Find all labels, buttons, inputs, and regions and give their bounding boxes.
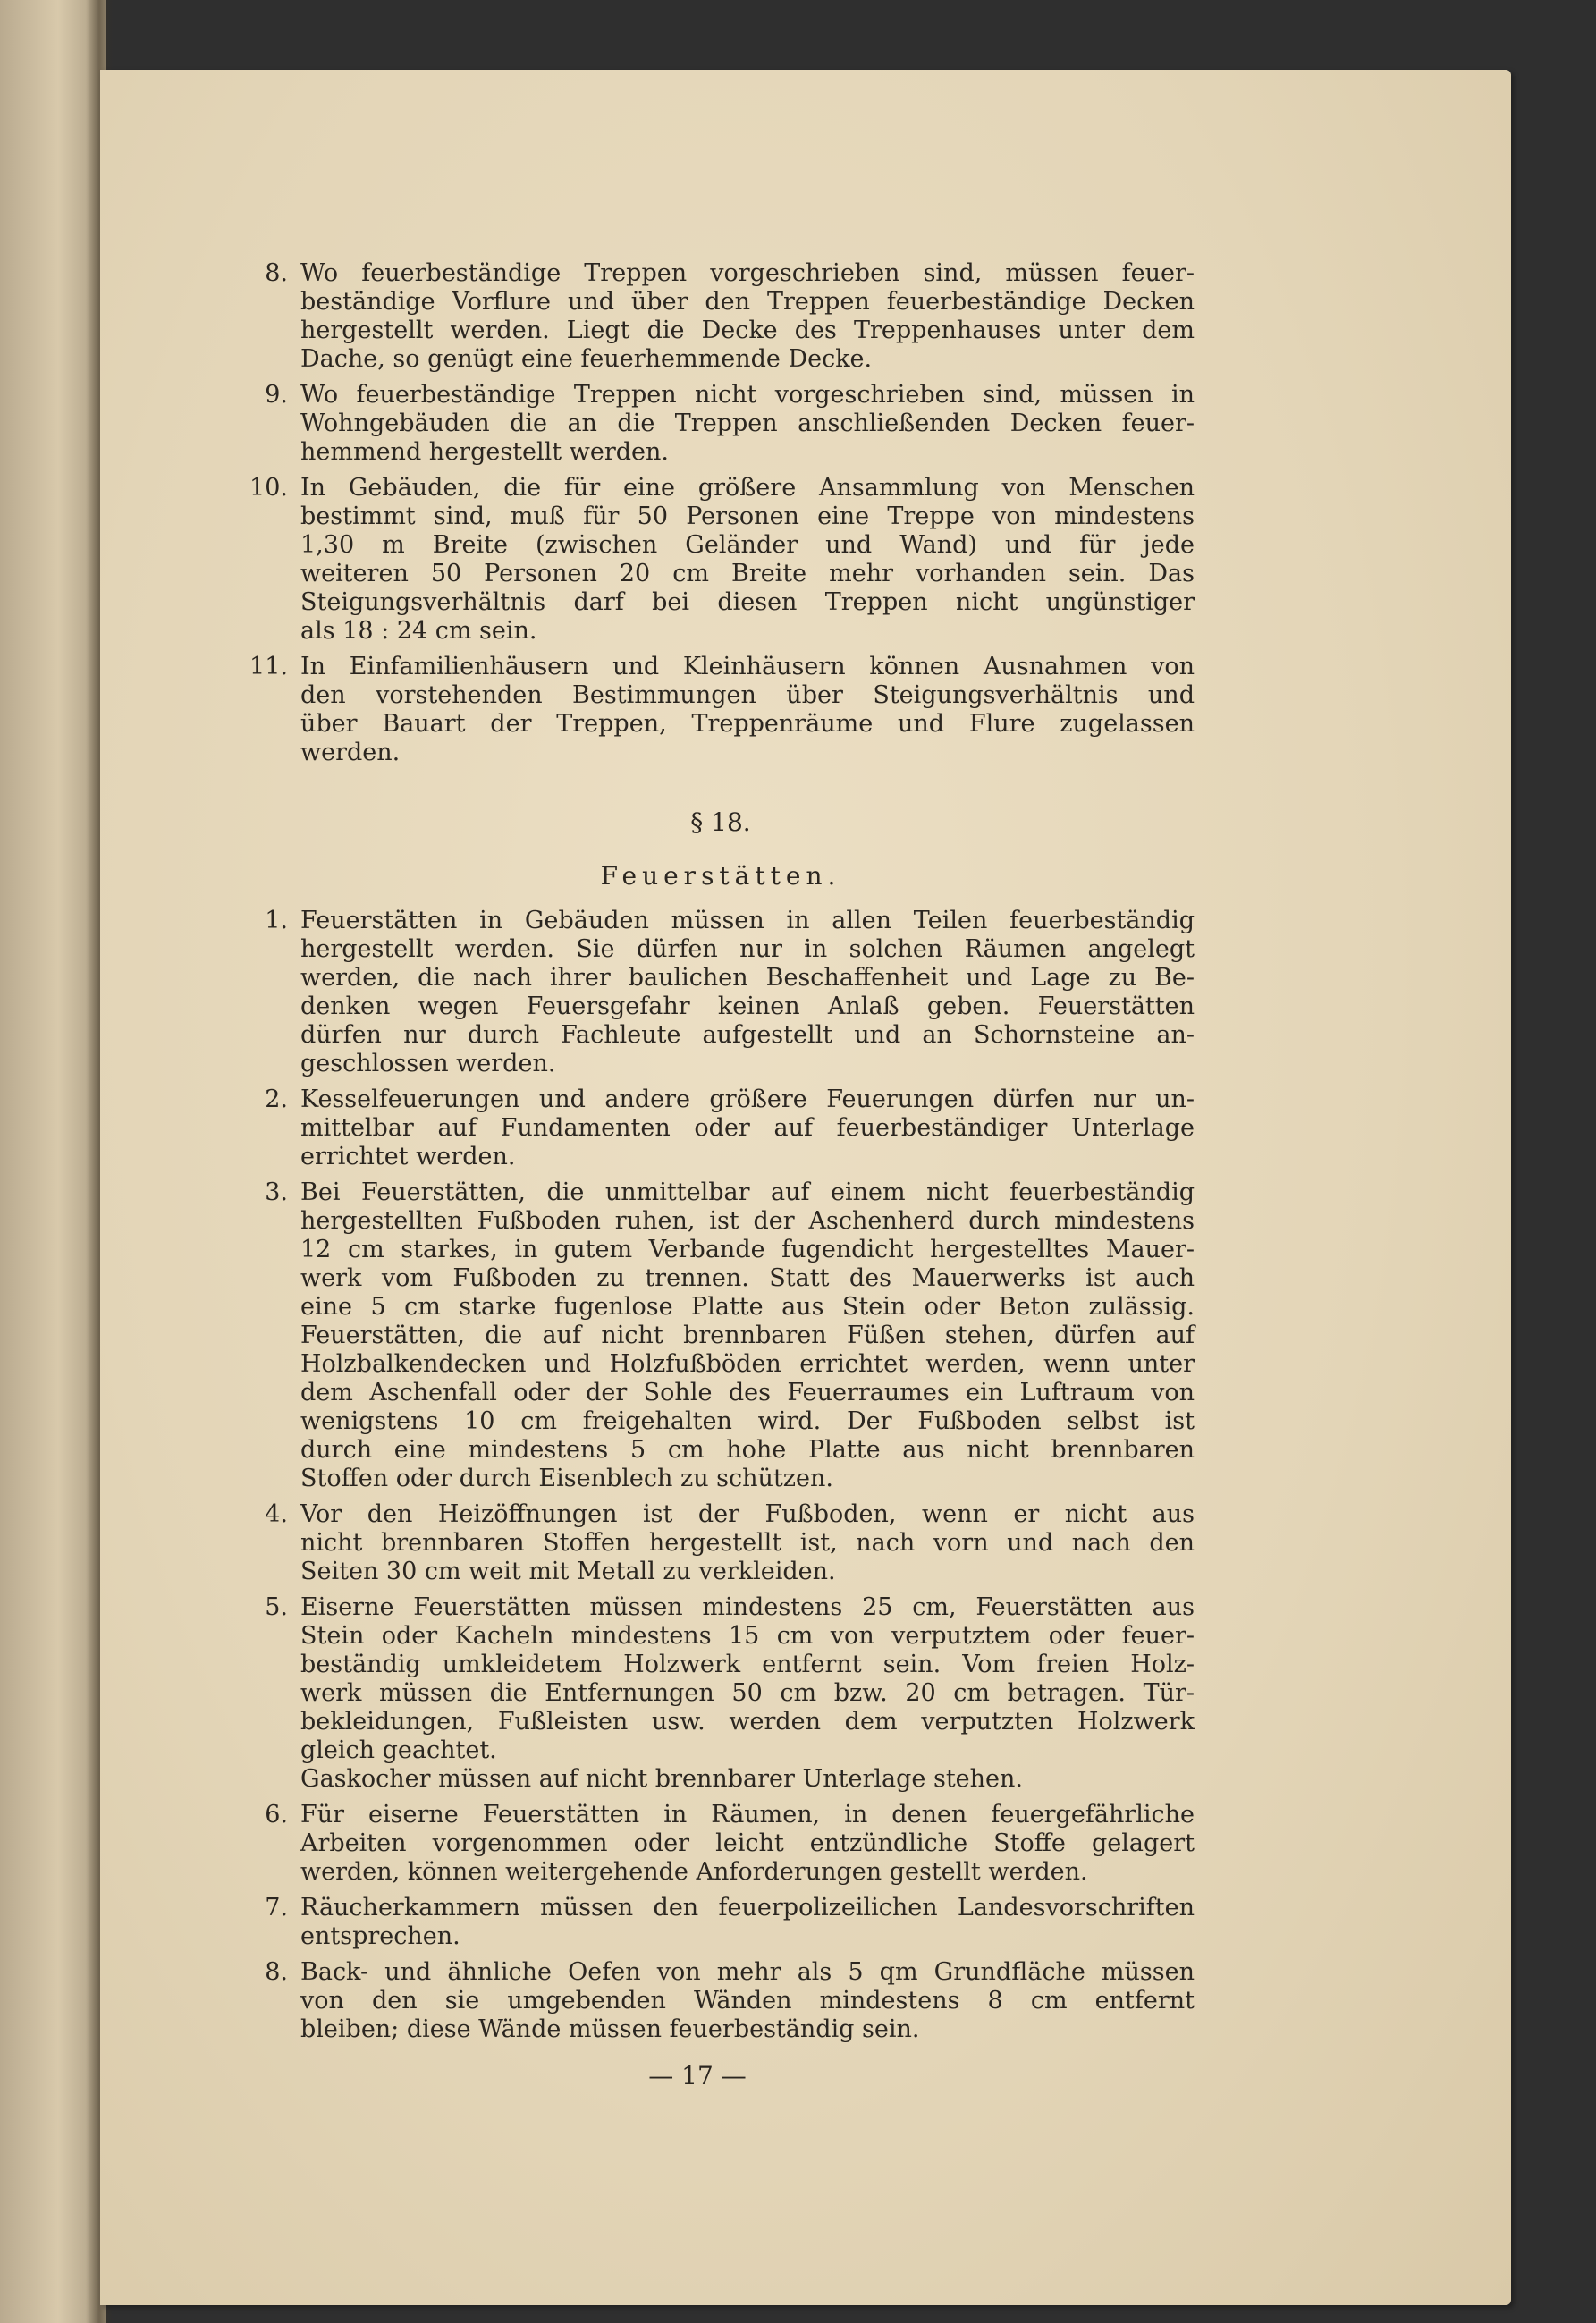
text-line: Wo feuerbeständige Treppen vorgeschrieben sind, müssen feuer- [300,259,1195,287]
paragraph-number: 3. [265,1178,288,1206]
text-line: In Gebäuden, die für eine größere Ansammlung von Menschen [300,474,1195,502]
text-line: von den sie umgebenden Wänden mindestens 8 cm entfernt [300,1987,1195,2015]
paragraph-number: 4. [265,1500,288,1528]
text-line: bleiben; diese Wände müssen feuerbeständig sein. [300,2015,920,2043]
text-line: werden, können weitergehende Anforderungen gestellt werden. [300,1858,1088,1886]
numbered-paragraph [247,653,1195,767]
text-line: In Einfamilienhäusern und Kleinhäusern können Ausnahmen von [300,653,1195,680]
numbered-paragraph [247,474,1195,646]
text-line: hergestellten Fußboden ruhen, ist der Aschenherd durch mindestens [300,1207,1195,1235]
paragraph-number: 10. [249,474,288,502]
paragraph-number: 7. [265,1894,288,1922]
text-line: Seiten 30 cm weit mit Metall zu verkleiden. [300,1558,836,1585]
text-line: denken wegen Feuersgefahr keinen Anlaß geben. Feuerstätten [300,993,1195,1020]
text-line: Wo feuerbeständige Treppen nicht vorgeschrieben sind, müssen in [300,381,1195,409]
paragraph-number: 2. [265,1085,288,1113]
text-line: Eiserne Feuerstätten müssen mindestens 25 cm, Feuerstätten aus [300,1593,1195,1621]
paragraph-number: 8. [265,1958,288,1986]
numbered-paragraph [247,1593,1195,1794]
numbered-paragraph [247,1500,1195,1586]
text-line: beständige Vorflure und über den Treppen feuerbeständige Decken [300,288,1195,316]
numbered-paragraph [247,1178,1195,1493]
text-line: Kesselfeuerungen und andere größere Feuerungen dürfen nur un- [300,1085,1195,1113]
text-line: hemmend hergestellt werden. [300,438,669,466]
text-line: werk müssen die Entfernungen 50 cm bzw. 20 cm betragen. Tür- [300,1679,1195,1707]
items-before-section [247,259,1195,767]
section-title: Feuerstätten. [600,861,841,891]
text-line: Holzbalkendecken und Holzfußböden errichtet werden, wenn unter [300,1350,1195,1378]
text-line: Arbeiten vorgenommen oder leicht entzündliche Stoffe gelagert [300,1829,1195,1857]
text-line: als 18 : 24 cm sein. [300,617,537,645]
text-line: Bei Feuerstätten, die unmittelbar auf einem nicht feuerbeständig [300,1178,1195,1206]
paragraph-number: 1. [265,907,288,934]
text-line: mittelbar auf Fundamenten oder auf feuerbeständiger Unterlage [300,1114,1195,1142]
text-line: Feuerstätten in Gebäuden müssen in allen Teilen feuerbeständig [300,907,1195,934]
text-line: entsprechen. [300,1922,460,1950]
text-line: durch eine mindestens 5 cm hohe Platte aus nicht brennbaren [300,1436,1195,1464]
text-line: dürfen nur durch Fachleute aufgestellt und an Schornsteine an- [300,1021,1195,1049]
text-line: gleich geachtet. [300,1736,497,1764]
numbered-paragraph [247,381,1195,467]
numbered-paragraph [247,1801,1195,1887]
numbered-paragraph [247,1894,1195,1951]
text-line: dem Aschenfall oder der Sohle des Feuerraumes ein Luftraum von [300,1379,1195,1406]
text-line: hergestellt werden. Liegt die Decke des Treppenhauses unter dem [300,317,1195,344]
text-line: Für eiserne Feuerstätten in Räumen, in denen feuergefährliche [300,1801,1195,1829]
text-line: den vorstehenden Bestimmungen über Steigungsverhältnis und [300,681,1195,709]
text-line: bekleidungen, Fußleisten usw. werden dem verputzten Holzwerk [300,1708,1195,1736]
text-line: nicht brennbaren Stoffen hergestellt ist, nach vorn und nach den [300,1529,1195,1557]
text-line: Back- und ähnliche Oefen von mehr als 5 qm Grundfläche müssen [300,1958,1195,1986]
numbered-paragraph [247,1958,1195,2044]
page-text-block [247,259,1195,2051]
text-line: beständig umkleidetem Holzwerk entfernt sein. Vom freien Holz- [300,1651,1195,1678]
paragraph-number: 9. [265,381,288,409]
paragraph-number: 6. [265,1801,288,1829]
text-line: bestimmt sind, muß für 50 Personen eine Treppe von mindestens [300,503,1195,530]
text-line: werden, die nach ihrer baulichen Beschaffenheit und Lage zu Be- [300,964,1195,992]
text-line: werk vom Fußboden zu trennen. Statt des Mauerwerks ist auch [300,1264,1195,1292]
paragraph-number: 11. [249,653,288,680]
text-line: errichtet werden. [300,1143,516,1170]
text-line: Steigungsverhältnis darf bei diesen Treppen nicht ungünstiger [300,588,1195,616]
text-line: hergestellt werden. Sie dürfen nur in solchen Räumen angelegt [300,935,1195,963]
text-line: Räucherkammern müssen den feuerpolizeilichen Landesvorschriften [300,1894,1195,1922]
text-line: eine 5 cm starke fugenlose Platte aus Stein oder Beton zulässig. [300,1293,1195,1321]
text-line: geschlossen werden. [300,1050,556,1077]
text-line: Gaskocher müssen auf nicht brennbarer Unterlage stehen. [300,1765,1023,1793]
paragraph-number: 8. [265,259,288,287]
text-line: wenigstens 10 cm freigehalten wird. Der Fußboden selbst ist [300,1407,1195,1435]
numbered-paragraph [247,907,1195,1078]
page-number: — 17 — [648,2061,747,2091]
text-line: Feuerstätten, die auf nicht brennbaren Füßen stehen, dürfen auf [300,1322,1195,1349]
text-line: Vor den Heizöffnungen ist der Fußboden, wenn er nicht aus [300,1500,1195,1528]
text-line: 12 cm starkes, in gutem Verbande fugendicht hergestelltes Mauer- [300,1236,1195,1263]
text-line: Dache, so genügt eine feuerhemmende Decke. [300,345,873,373]
paragraph-number: 5. [265,1593,288,1621]
text-line: über Bauart der Treppen, Treppenräume und Flure zugelassen [300,710,1195,738]
numbered-paragraph [247,1085,1195,1171]
text-line: Wohngebäuden die an die Treppen anschließenden Decken feuer- [300,410,1195,437]
items-after-section [247,907,1195,2044]
text-line: 1,30 m Breite (zwischen Geländer und Wand) und für jede [300,531,1195,559]
text-line: weiteren 50 Personen 20 cm Breite mehr vorhanden sein. Das [300,560,1195,587]
numbered-paragraph [247,259,1195,374]
section-number: § 18. [690,807,751,837]
text-line: Stein oder Kacheln mindestens 15 cm von verputztem oder feuer- [300,1622,1195,1650]
text-line: werden. [300,739,401,766]
text-line: Stoffen oder durch Eisenblech zu schützen. [300,1465,833,1492]
